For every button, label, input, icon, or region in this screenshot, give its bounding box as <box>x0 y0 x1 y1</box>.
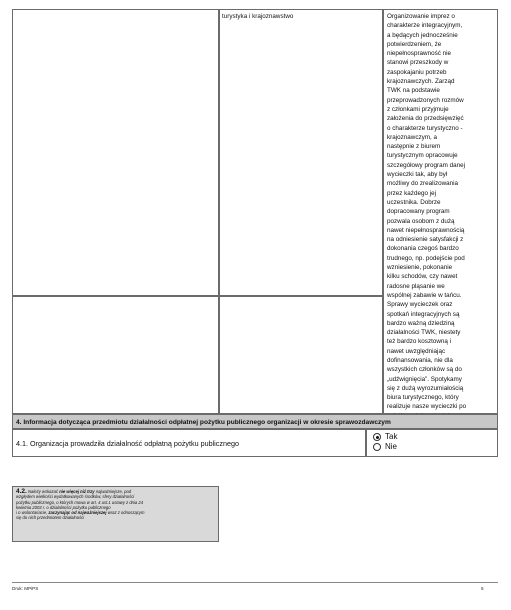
radio-selected-icon[interactable] <box>373 433 381 441</box>
radio-unselected-icon[interactable] <box>373 443 381 451</box>
question-4-2 <box>12 486 219 542</box>
table-cell-scope <box>219 9 383 296</box>
option-nie-label: Nie <box>385 442 398 451</box>
footer-printer-label: Druk: MPiPS <box>12 586 39 591</box>
scope-text: turystyka i krajoznawstwo <box>222 13 294 20</box>
emphasis-limit: nie więcej niż trzy <box>59 489 95 494</box>
table-cell-empty-left <box>12 9 219 296</box>
question-4-2-number: 4.2. <box>16 488 27 495</box>
table-cell-description <box>383 9 498 414</box>
question-4-2-text: 4.2. Należy wskazać nie więcej niż trzy najważniejsze, pod względem wielkości wydatkowanych środków, sfery działalności pożytku publicznego, o których mowa w art. 4 ust.1 ustawy z dnia 24 kwietnia 2003 r. o działalności pożytku publicznego i o wolontariacie, zaczynając od najważniejszej wraz z odnoszącym się do nich przedmiotem działalności <box>16 488 145 521</box>
section-4-title: 4. Informacja dotycząca przedmiotu działalności odpłatnej pożytku publicznego organizacji w okresie sprawozdawczym <box>16 419 391 426</box>
emphasis-order: zaczynając od najważniejszej <box>48 510 107 516</box>
table-cell-empty-lower-mid <box>219 296 383 414</box>
page-number: 5 <box>481 586 484 591</box>
question-4-1-label: 4.1. Organizacja prowadziła działalność odpłatną pożytku publicznego <box>16 439 239 448</box>
question-4-1-options <box>366 429 498 457</box>
option-tak-label: Tak <box>385 432 398 441</box>
footer-divider <box>12 582 498 583</box>
question-4-1 <box>12 429 366 457</box>
option-nie[interactable] <box>373 442 491 452</box>
section-4-header <box>12 414 498 429</box>
description-text: Organizowanie imprez o charakterze integracyjnym, a będących jednocześnie potwierdzeniem, że niepełnosprawność nie stanowi przeszkody w zaspokajaniu potrzeb krajoznawczych. Zarząd TWK na podstawie przeprowadzonych rozmów z członkami przyjmuje założenia do przedsięwzięć o charakterze turystyczno - krajoznawczym, a następnie z biurem turystycznym opracowuje szczegółowy program danej wycieczki tak, aby był możliwy do zrealizowania przez każdego jej uczestnika. Dobrze dopracowany program pozwala osobom z dużą nawet niepełnosprawnością na odniesienie satysfakcji z dokonania czegoś bardzo trudnego, np. podejście pod wzniesienie, pokonanie kilku schodów, czy nawet radosne pląsanie we wspólnej zabawie w tańcu. Sprawy wycieczek oraz spotkań integracyjnych są bardzo ważną dziedziną działalności TWK, niestety też bardzo kosztowną i nawet uwzględniając dofinansowania, nie dla wszystkich członków są do „udźwignięcia”. Spotykamy się z dużą wyrozumiałością biura turystycznego, który realizuje nasze wycieczki po <box>387 13 467 411</box>
table-cell-empty-lower-left <box>12 296 219 414</box>
option-tak[interactable] <box>373 432 491 442</box>
